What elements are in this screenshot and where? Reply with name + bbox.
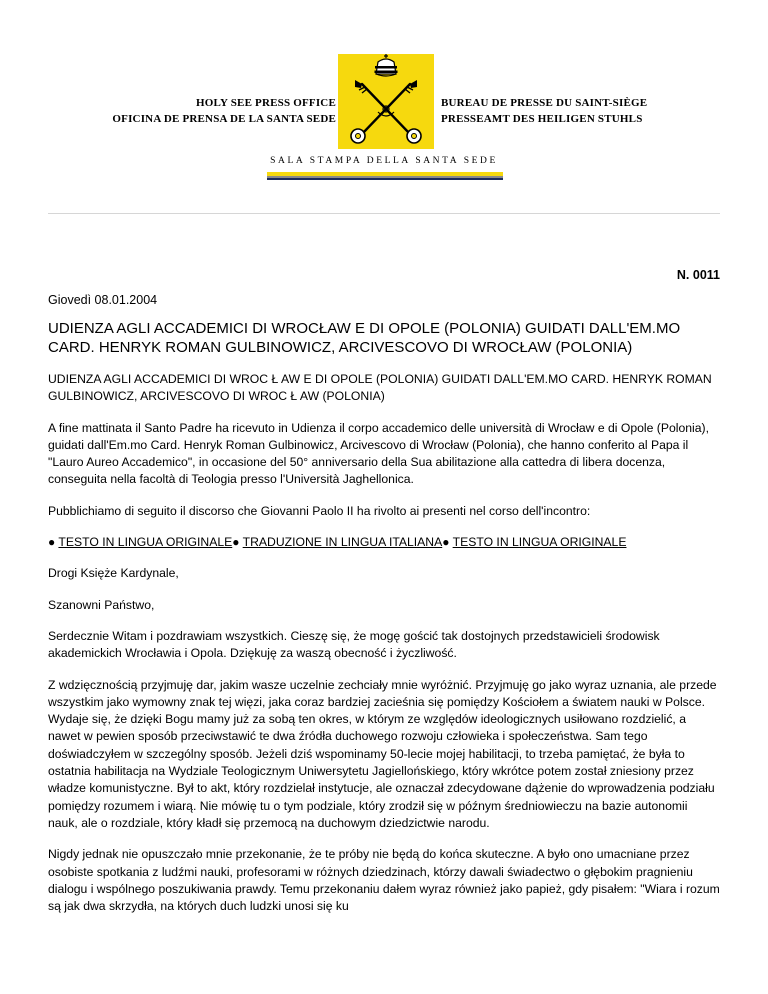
masthead-right-line1: BUREAU DE PRESSE DU SAINT-SIÈGE bbox=[441, 97, 648, 109]
bullet-icon: ● bbox=[232, 535, 240, 550]
masthead-right bbox=[441, 95, 647, 127]
article-subtitle: UDIENZA AGLI ACCADEMICI DI WROC Ł AW E DI OPOLE (POLONIA) GUIDATI DALL'EM.MO CARD. HENRYK ROMAN GULBINOWICZ, ARCIVESCOVO DI WROC Ł AW (POLONIA) bbox=[48, 372, 712, 404]
masthead-right-line2: PRESSEAMT DES HEILIGEN STUHLS bbox=[441, 113, 643, 125]
link-traduzione-italiana[interactable]: TRADUZIONE IN LINGUA ITALIANA bbox=[242, 535, 443, 550]
article-intro: A fine mattinata il Santo Padre ha ricevuto in Udienza il corpo accademico delle università di Wrocław e di Opole (Polonia), guidati dall'Em.mo Card. Henryk Roman Gulbinowicz, Arcivescovo di Wrocław (Polonia), che hanno conferito al Papa il "Lauro Aureo Accademico", in occasione del 50° anniversario della Sua abilitazione alla cattedra di libera docenza, conseguita nella facoltà di Teologia presso l'Università Jaghellonica. bbox=[48, 420, 709, 487]
link-testo-originale-2[interactable]: TESTO IN LINGUA ORIGINALE bbox=[452, 535, 627, 550]
masthead-left bbox=[112, 95, 336, 127]
paragraph-3: Nigdy jednak nie opuszczało mnie przekonanie, że te próby nie będą do końca skuteczne. A było ono umacniane przez osobiste spotkania z ludźmi nauki, profesorami w różnych dziedzinach, którzy dawali świadectwo o głębokim pragnieniu dialogu i wspólnego poszukiwania prawdy. Temu przekonaniu dałem wyraz również jako papież, gdy pisałem: "Wiara i rozum są jak dwa skrzydła, na których duch ludzki unosi się ku bbox=[48, 847, 720, 914]
article-lead: Pubblichiamo di seguito il discorso che Giovanni Paolo II ha rivolto ai presenti nel corso dell'incontro: bbox=[48, 503, 591, 518]
greeting-audience: Szanowni Państwo, bbox=[48, 597, 155, 612]
article-title: UDIENZA AGLI ACCADEMICI DI WROCŁAW E DI OPOLE (POLONIA) GUIDATI DALL'EM.MO CARD. HENRYK ROMAN GULBINOWICZ, ARCIVESCOVO DI WROCŁAW (POLONIA) bbox=[48, 320, 681, 356]
bullet-icon: ● bbox=[48, 535, 56, 550]
bulletin-date: Giovedì 08.01.2004 bbox=[48, 293, 158, 307]
paragraph-1: Serdecznie Witam i pozdrawiam wszystkich. Cieszę się, że mogę gościć tak dostojnych przedstawicieli środowisk akademickich Wrocławia i Opola. Dziękuję za waszą obecność i życzliwość. bbox=[48, 628, 660, 661]
article bbox=[48, 319, 720, 929]
paragraph-2: Z wdzięcznością przyjmuję dar, jakim wasze uczelnie zechciały mnie wyróżnić. Przyjmuję go jako wyraz uznania, ale przede wszystkim jako wymowny znak tej więzi, jaka coraz bardziej zacieśnia się pomiędzy Kościołem a światem nauki w Polsce. Wydaje się, że dzięki Bogu mamy już za sobą ten okres, w którym ze względów ideologicznych usiłowano rozdzielić, a nawet w pewien sposób przeciwstawić te dwa źródła duchowego rozwoju człowieka i społeczeństwa. Sam tego doświadczyłem w szczególny sposób. Jeżeli dziś wspominamy 50-lecie mojej habilitacji, to trzeba pamiętać, że była to ostatnia habilitacja na Wydziale Teologicznym Uniwersytetu Jagiellońskiego, który wkrótce potem został zniesiony przez władze komunistyczne. Był to akt, który rozdzielał instytucje, ale oznaczał zdecydowane dążenie do wprowadzenia podziału pomiędzy rozumem i wiarą. Nie mówię tu o tym podziale, który zrodził się w późnym średniowieczu na bazie autonomii nauk, ale o rozdziale, który kładł się przemocą na duchowym dziedzictwie narodu. bbox=[48, 677, 717, 830]
papal-emblem-icon bbox=[338, 54, 434, 149]
language-links bbox=[48, 534, 720, 551]
masthead-left-line1: HOLY SEE PRESS OFFICE bbox=[195, 97, 336, 109]
greeting-cardinal: Drogi Księże Kardynale, bbox=[48, 566, 179, 581]
stripe-navy bbox=[267, 178, 503, 180]
link-testo-originale[interactable]: TESTO IN LINGUA ORIGINALE bbox=[58, 535, 233, 550]
masthead-left-line2: OFICINA DE PRENSA DE LA SANTA SEDE bbox=[112, 113, 336, 125]
bullet-icon: ● bbox=[442, 535, 450, 550]
divider bbox=[48, 213, 720, 214]
masthead bbox=[0, 0, 768, 200]
bulletin-number: N. 0011 bbox=[676, 268, 720, 282]
sala-stampa-title: SALA STAMPA DELLA SANTA SEDE bbox=[270, 156, 498, 166]
